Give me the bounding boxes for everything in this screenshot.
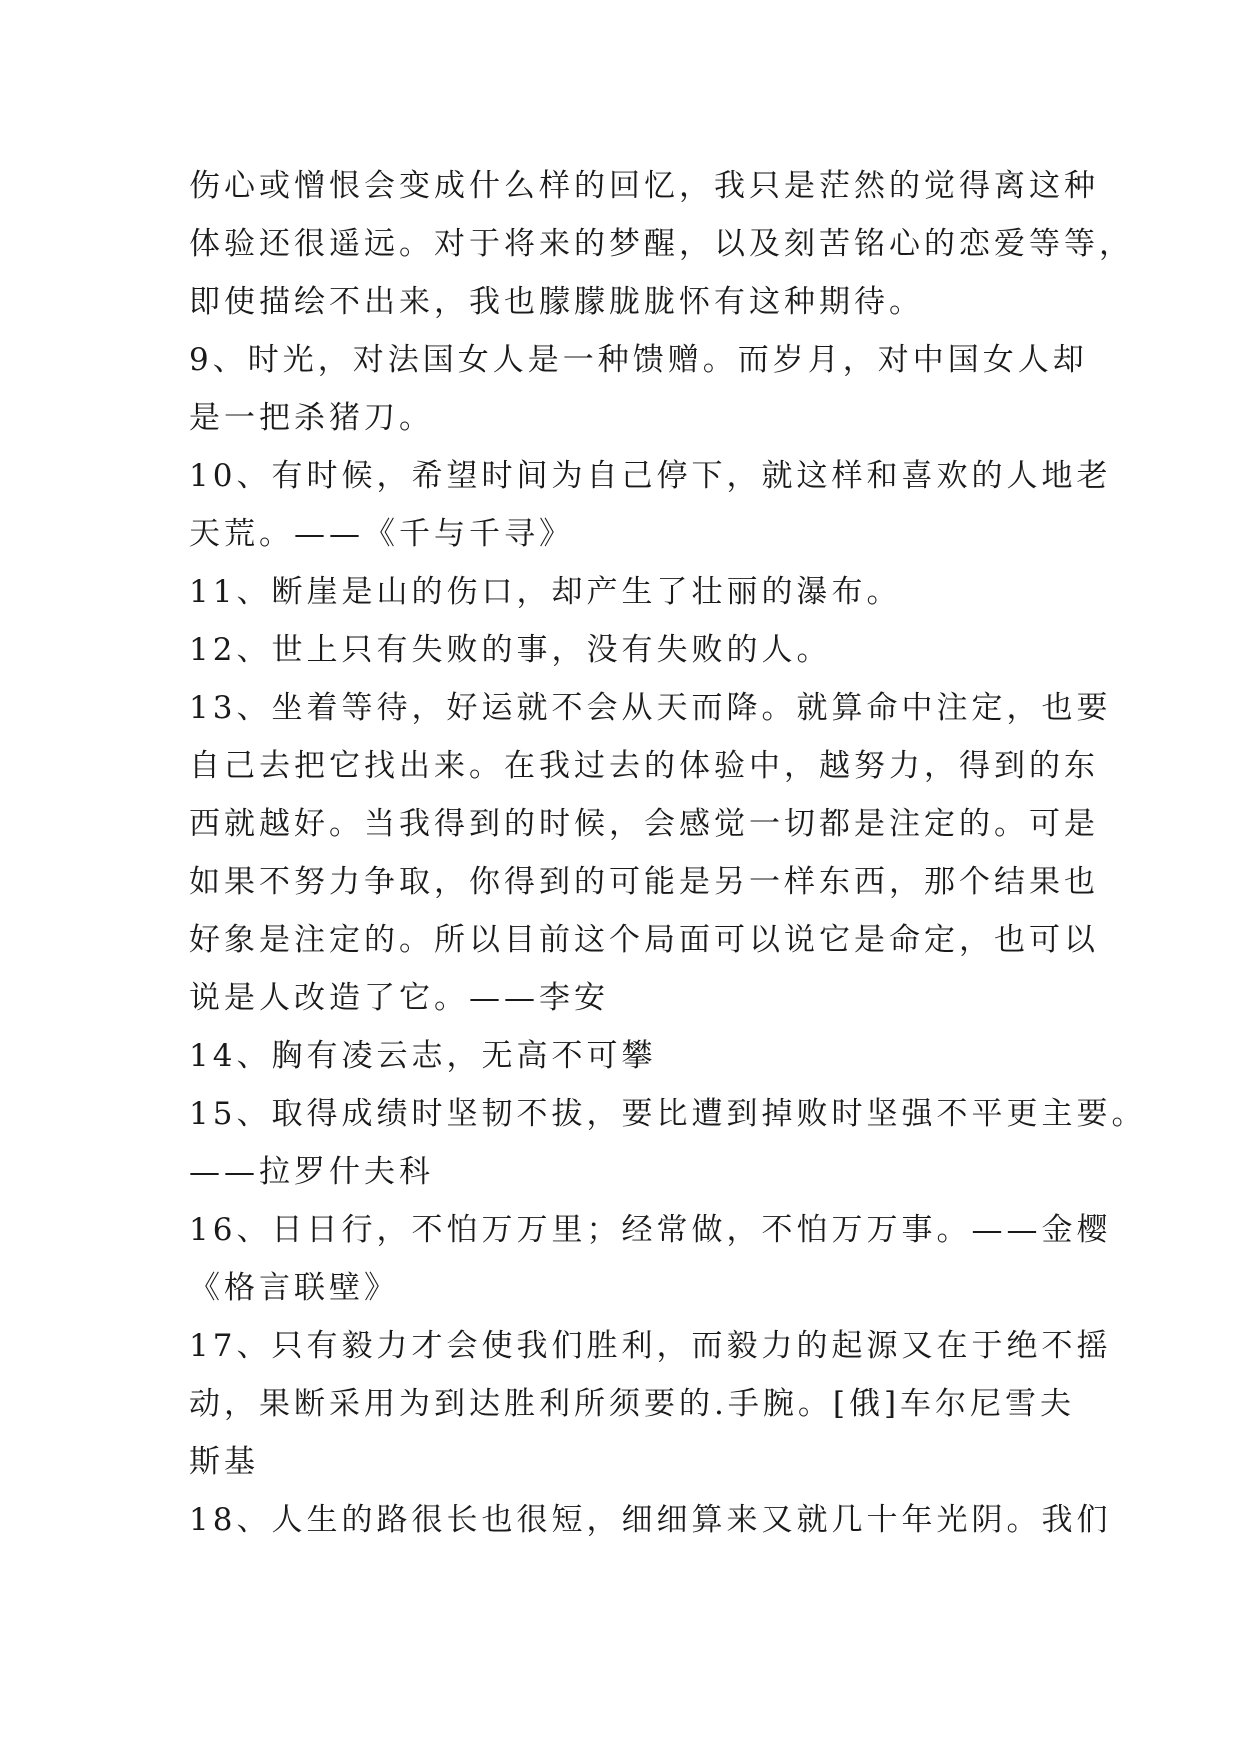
text-line: 14、胸有凌云志，无高不可攀 <box>189 1038 657 1074</box>
text-line: 16、日日行，不怕万万里；经常做，不怕万万事。——金樱 <box>189 1212 1112 1248</box>
text-line: 15、取得成绩时坚韧不拔，要比遭到掉败时坚强不平更主要。 <box>189 1096 1147 1132</box>
text-line: 自己去把它找出来。在我过去的体验中，越努力，得到的东 <box>189 748 1099 784</box>
text-line: 天荒。——《千与千寻》 <box>189 516 574 552</box>
text-line: 18、人生的路很长也很短，细细算来又就几十年光阴。我们 <box>189 1502 1112 1538</box>
text-line: 10、有时候，希望时间为自己停下，就这样和喜欢的人地老 <box>189 458 1112 494</box>
text-line: 西就越好。当我得到的时候，会感觉一切都是注定的。可是 <box>189 806 1099 842</box>
text-line: 17、只有毅力才会使我们胜利，而毅力的起源又在于绝不摇 <box>189 1328 1112 1364</box>
text-line: 11、断崖是山的伤口，却产生了壮丽的瀑布。 <box>189 574 902 610</box>
text-line: 是一把杀猪刀。 <box>189 400 434 436</box>
text-line: 体验还很遥远。对于将来的梦醒，以及刻苦铭心的恋爱等等， <box>189 226 1134 262</box>
text-line: 斯基 <box>189 1444 259 1480</box>
document-body <box>189 157 1147 1549</box>
text-line: 即使描绘不出来，我也朦朦胧胧怀有这种期待。 <box>189 284 924 320</box>
text-line: 动，果断采用为到达胜利所须要的.手腕。[俄]车尔尼雪夫 <box>189 1386 1076 1422</box>
text-line: 说是人改造了它。——李安 <box>189 980 609 1016</box>
text-line: 好象是注定的。所以目前这个局面可以说它是命定，也可以 <box>189 922 1099 958</box>
text-line: 13、坐着等待，好运就不会从天而降。就算命中注定，也要 <box>189 690 1112 726</box>
text-line: 9、时光，对法国女人是一种馈赠。而岁月，对中国女人却 <box>189 342 1088 378</box>
text-line: 12、世上只有失败的事，没有失败的人。 <box>189 632 832 668</box>
text-line: ——拉罗什夫科 <box>189 1154 434 1190</box>
text-line: 如果不努力争取，你得到的可能是另一样东西，那个结果也 <box>189 864 1099 900</box>
text-line: 伤心或憎恨会变成什么样的回忆，我只是茫然的觉得离这种 <box>189 168 1099 204</box>
text-line: 《格言联壁》 <box>189 1270 399 1306</box>
